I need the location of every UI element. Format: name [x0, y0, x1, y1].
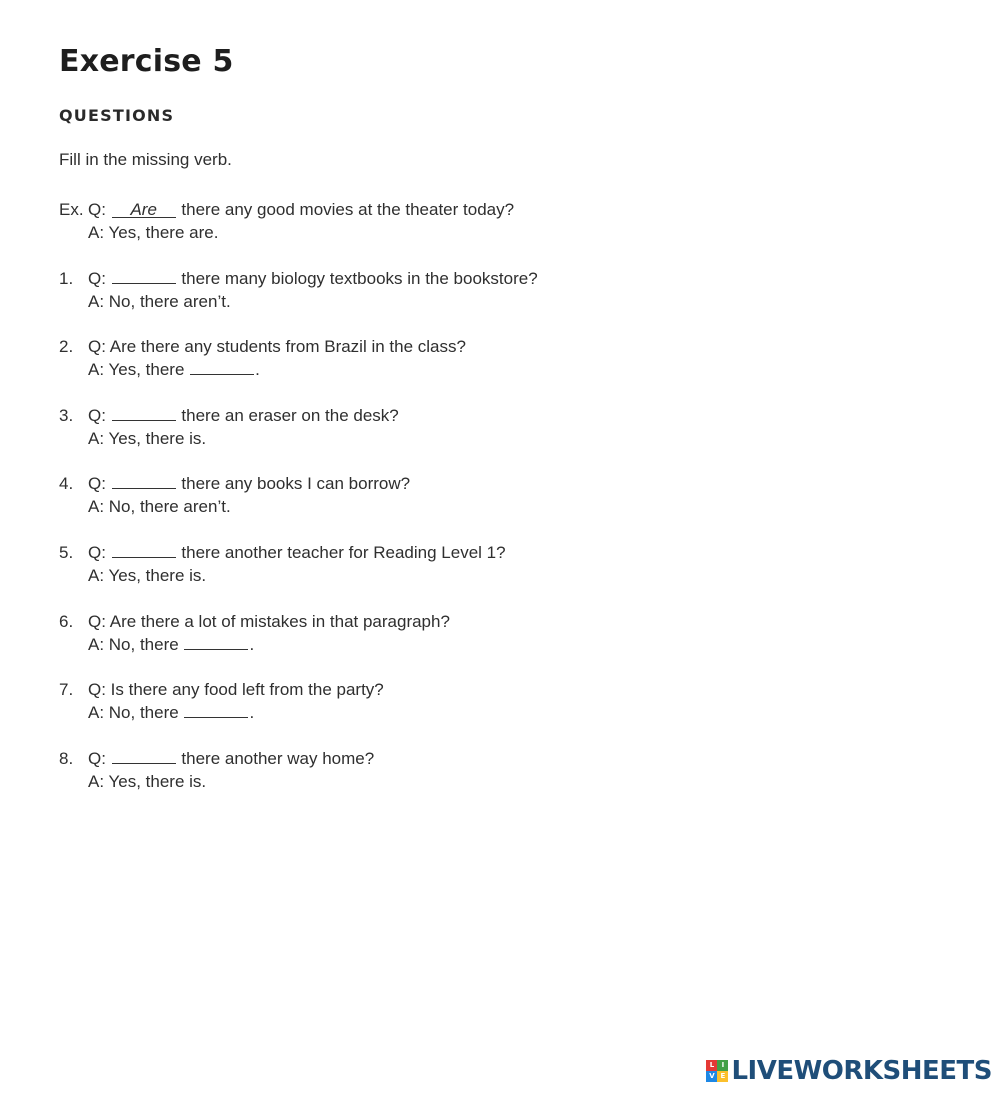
item-number: 1. — [59, 268, 74, 288]
question-line — [88, 267, 538, 290]
answer-line — [88, 701, 384, 724]
item-number: 2. — [59, 337, 74, 357]
exercise-item — [59, 472, 959, 541]
question-prefix: Q: — [88, 405, 111, 425]
question-line — [88, 541, 506, 564]
answer-text: A: No, there aren’t. — [88, 497, 231, 517]
question-line — [88, 472, 410, 495]
answer-suffix: . — [249, 634, 255, 654]
question-suffix: there another teacher for Reading Level 1? — [176, 542, 506, 562]
answer-suffix: . — [255, 360, 260, 380]
question-suffix: there another way home? — [176, 748, 375, 768]
answer-line — [88, 770, 374, 793]
page-title: Exercise 5 — [59, 44, 234, 79]
exercise-item — [59, 610, 959, 679]
exercise-item — [59, 198, 959, 267]
exercise-item — [59, 678, 959, 747]
exercise-item — [59, 335, 959, 404]
question-line — [88, 610, 450, 633]
item-number: 4. — [59, 474, 74, 494]
answer-blank[interactable] — [184, 634, 248, 650]
answer-line — [88, 564, 506, 587]
question-text: Q: Is there any food left from the party? — [88, 680, 384, 700]
question-line — [88, 747, 374, 770]
exercise-list — [59, 198, 959, 815]
answer-line — [88, 358, 466, 381]
question-suffix: there any good movies at the theater today? — [176, 200, 515, 219]
question-suffix: there many biology textbooks in the bookstore? — [176, 268, 538, 288]
item-number: 7. — [59, 680, 74, 700]
answer-text: A: Yes, there is. — [88, 565, 207, 585]
answer-blank[interactable] — [112, 268, 176, 284]
answer-blank[interactable] — [112, 405, 176, 421]
answer-prefix: A: Yes, there — [88, 360, 190, 380]
question-prefix: Q: — [88, 748, 111, 768]
answer-blank[interactable] — [190, 359, 254, 375]
answer-blank[interactable] — [112, 748, 176, 764]
item-number: 3. — [59, 405, 74, 425]
logo-text: LIVEWORKSHEETS — [731, 1056, 992, 1086]
answer-line — [88, 221, 514, 244]
answer-text: A: Yes, there are. — [88, 223, 219, 242]
answer-line — [88, 633, 450, 656]
question-prefix: Q: — [88, 542, 111, 562]
question-prefix: Q: — [88, 268, 111, 288]
item-number: 5. — [59, 542, 74, 562]
answer-text: A: Yes, there is. — [88, 771, 207, 791]
question-line — [88, 678, 384, 701]
answer-line — [88, 290, 538, 313]
item-number: 6. — [59, 611, 74, 631]
question-line — [88, 404, 399, 427]
question-suffix: there any books I can borrow? — [176, 474, 411, 494]
answer-text: A: No, there aren’t. — [88, 291, 231, 311]
answer-line — [88, 427, 399, 450]
question-prefix: Q: — [88, 200, 111, 219]
section-heading: QUESTIONS — [59, 106, 175, 125]
answer-line — [88, 495, 410, 518]
answer-blank[interactable] — [184, 702, 248, 718]
exercise-item — [59, 541, 959, 610]
question-line — [88, 198, 514, 221]
liveworksheets-logo — [706, 1056, 992, 1086]
question-line — [88, 335, 466, 358]
question-prefix: Q: — [88, 474, 111, 494]
answer-blank[interactable] — [112, 473, 176, 489]
answer-text: A: Yes, there is. — [88, 428, 207, 448]
question-text: Q: Are there a lot of mistakes in that paragraph? — [88, 611, 450, 631]
answer-blank[interactable] — [112, 542, 176, 558]
item-number: Ex. — [59, 200, 84, 219]
logo-letter-l: L — [706, 1060, 717, 1071]
exercise-item — [59, 267, 959, 336]
answer-blank[interactable]: Are — [112, 202, 176, 218]
exercise-item — [59, 404, 959, 473]
question-text: Q: Are there any students from Brazil in the class? — [88, 337, 466, 357]
logo-letter-i: I — [717, 1060, 728, 1071]
item-number: 8. — [59, 748, 74, 768]
logo-letter-e: E — [717, 1071, 728, 1082]
exercise-item — [59, 747, 959, 816]
answer-prefix: A: No, there — [88, 703, 184, 723]
answer-suffix: . — [249, 703, 255, 723]
logo-letter-v: V — [706, 1071, 717, 1082]
answer-prefix: A: No, there — [88, 634, 184, 654]
question-suffix: there an eraser on the desk? — [176, 405, 399, 425]
instruction-text: Fill in the missing verb. — [59, 150, 232, 169]
liveworksheets-logo-icon — [706, 1060, 728, 1082]
